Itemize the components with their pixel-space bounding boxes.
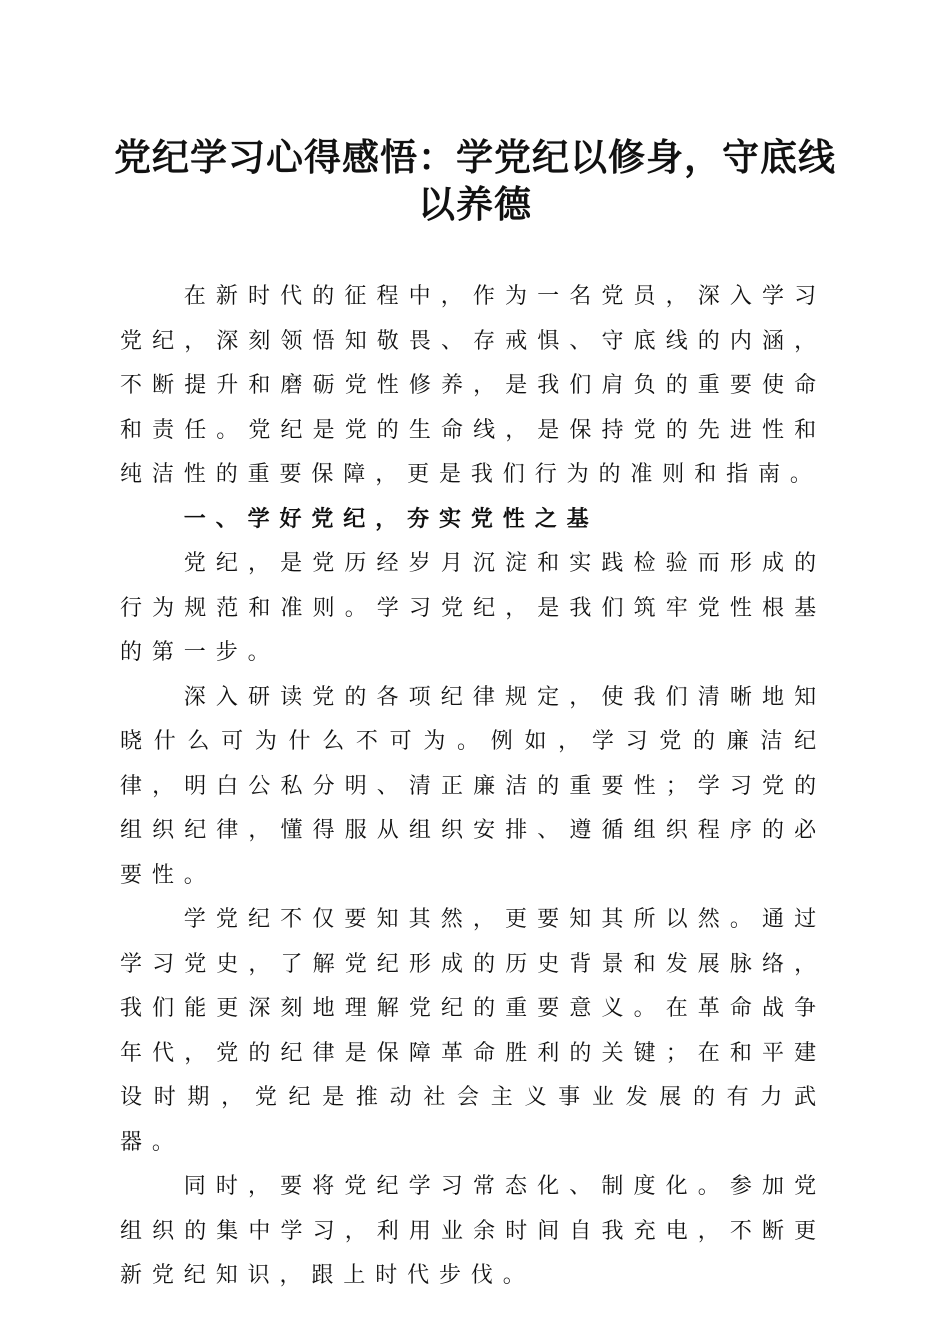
paragraph: 深入研读党的各项纪律规定，使我们清晰地知晓什么可为什么不可为。例如，学习党的廉洁纪律，明白公私分明、清正廉洁的重要性；学习党的组织纪律，懂得服从组织安排、遵循组织程序的必要性。	[120, 684, 826, 888]
document-title: 党纪学习心得感悟：学党纪以修身，守底线以养德	[114, 135, 836, 226]
document-body	[120, 275, 826, 1299]
paragraph-intro: 在新时代的征程中，作为一名党员，深入学习党纪，深刻领悟知敬畏、存戒惧、守底线的内涵，不断提升和磨砺党性修养，是我们肩负的重要使命和责任。党纪是党的生命线，是保持党的先进性和纯洁性的重要保障，更是我们行为的准则和指南。	[120, 284, 826, 487]
paragraph: 学党纪不仅要知其然，更要知其所以然。通过学习党史，了解党纪形成的历史背景和发展脉络，我们能更深刻地理解党纪的重要意义。在革命战争年代，党的纪律是保障革命胜利的关键；在和平建设时期，党纪是推动社会主义事业发展的有力武器。	[120, 907, 826, 1155]
paragraph: 同时，要将党纪学习常态化、制度化。参加党组织的集中学习，利用业余时间自我充电，不断更新党纪知识，跟上时代步伐。	[120, 1174, 826, 1288]
paragraph: 党纪，是党历经岁月沉淀和实践检验而形成的行为规范和准则。学习党纪，是我们筑牢党性根基的第一步。	[120, 551, 826, 665]
section-heading-1: 一、学好党纪，夯实党性之基	[183, 506, 599, 532]
